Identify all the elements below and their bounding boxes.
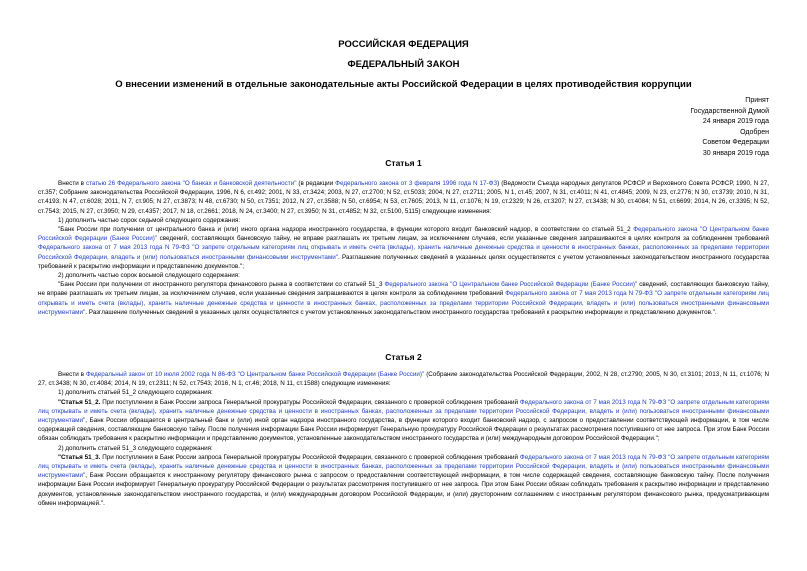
article-number: "Статья 51_3. <box>58 453 101 461</box>
law-link[interactable]: Федеральный закон от 10 июля 2002 года N 86-ФЗ "О Центральном банке Российской Федерации (Банке России)" <box>85 371 425 378</box>
paragraph: 1) дополнить статьей 51_2 следующего содержания: <box>58 389 213 397</box>
adoption-info <box>690 96 769 159</box>
adoption-line: Государственной Думой <box>690 107 769 115</box>
paragraph: 2) дополнить статьей 51_3 следующего содержания: <box>58 444 213 452</box>
article-1-body <box>38 179 769 317</box>
article-number: "Статья 51_2. <box>58 398 101 406</box>
law-link[interactable]: Федерального закона от 3 февраля 1996 года N 17-ФЗ <box>335 180 498 187</box>
text: (Собрание законодательства Российской Федерации, 2002, N 28, ст.2790; 2005, N 30, ст.3101; 2013, N 11, ст.1076; N 27, ст.3438; N 30, ст.4084; 2014, N 19, ст.2311; N 52, ст.7543; 2016, N 1, ст.46; 2018, N 11, ст.1588) следующие изменения: <box>38 371 769 388</box>
paragraph <box>38 225 769 271</box>
text: (в редакции <box>296 180 336 187</box>
text: "Банк России при получении от иностранного регулятора финансового рынка в соответствии со статьей 51_3 <box>58 281 385 289</box>
document-title-country: РОССИЙСКАЯ ФЕДЕРАЦИЯ <box>338 39 469 50</box>
document-title-type: ФЕДЕРАЛЬНЫЙ ЗАКОН <box>347 59 460 70</box>
law-link[interactable]: Федерального закона от 7 мая 2013 года N 79-ФЗ "О запрете отдельным категориям лиц открывать и иметь счета (вклады), хранить наличные денежные средства и ценности в иностранных банках, расположенных за пределами территории Российской Федерации, владеть и (или) пользоваться иностранными финансовыми инструментами" <box>38 398 769 425</box>
law-link[interactable]: Федерального закона от 7 мая 2013 года N 79-ФЗ "О запрете отдельным категориям лиц открывать и иметь счета (вклады), хранить наличные денежные средства и ценности в иностранных банках, расположенных за пределами территории Российской Федерации, владеть и (или) пользоваться иностранными финансовыми инструментами" <box>38 244 769 261</box>
text: . Разглашение полученных сведений в указанных целях осуществляется с учетом установленных законодательством иностранного государства требований к раскрытию информации и представлению документов."; <box>38 253 769 270</box>
text: , Банк России обращается к иностранному регулятору финансового рынка с запросом о предоставлении соответствующей информации, в том числе содержащей сведения, составляющие банковскую тайну. После получения информации Банк России информирует Генеральную прокуратуру Российской Федерации о результатах рассмотрения поступившего от нее запроса. При этом Банк России обязан соблюдать требования к раскрытию информации и представлению документов, установленные законодательством иностранного государства, и (или) международным договором Российской Федерации, и (или) двусторонним соглашением с иностранным регулятором финансового рынка, предусматривающим обмен информацией.". <box>38 472 769 507</box>
text: сведений, составляющих банковскую тайну, не вправе разглашать их третьим лицам, за исключением случаев, если указанные сведения запрашиваются в целях контроля за соблюдением требований <box>38 281 769 298</box>
paragraph <box>38 179 769 216</box>
law-link[interactable]: Федерального закона "О Центральном банке Российской Федерации (Банке России)" <box>38 226 769 243</box>
article-2-body <box>38 370 769 508</box>
text: "Банк России при получении от центрального банка и (или) иного органа надзора иностранного государства, в функции которого входит банковский надзор, в соответствии со статьей 51_2 <box>58 226 634 234</box>
paragraph: 2) дополнить частью сорок восьмой следующего содержания: <box>58 272 240 280</box>
text: ) (Ведомости Съезда народных депутатов РСФСР и Верховного Совета РСФСР, 1990, N 27, ст.357; Собрание законодательства Российской Федерации, 1996, N 6, ст.492; 2001, N 33, ст.3424; 2003, N 27, ст.2700; N 52, ст.5033; 2004, N 27, ст.2711; 2005, N 1, ст.45; 2007, N 31, ст.4011; N 41, ст.4845; 2009, N 23, ст.2776; N 30, ст.3739; 2010, N 31, ст.4193; N 47, ст.6028; 2011, N 7, ст.905; N 27, ст.3873; N 48, ст.6730; N 50, ст.7351; 2012, N 27, ст.3588; N 50, ст.6954; N 53, ст.7605; 2013, N 11, ст.1076; N 19, ст.2329; N 26, ст.3207; N 27, ст.3438; N 30, ст.4084; N 51, ст.6699; 2014, N 26, ст.3395; N 52, ст.7543; 2015, N 27, ст.3950; N 29, ст.4357; 2017, N 18, ст.2661; 2018, N 24, ст.3400; N 27, ст.3950; N 31, ст.4852; N 32, ст.5100, 5115) следующие изменения: <box>38 180 769 215</box>
adoption-line: Принят <box>745 97 769 104</box>
text: . Разглашение полученных сведений в указанных целях осуществляется с учетом установленных законодательством иностранного государства требований к раскрытию информации и представлению документов.". <box>85 308 717 316</box>
article-1-heading: Статья 1 <box>385 158 422 168</box>
document-title-subject: О внесении изменений в отдельные законодательные акты Российской Федерации в целях противодействия коррупции <box>115 79 692 90</box>
law-link[interactable]: Федерального закона от 7 мая 2013 года N 79-ФЗ "О запрете отдельным категориям лиц открывать и иметь счета (вклады), хранить наличные денежные средства и ценности в иностранных банках, расположенных за пределами территории Российской Федерации, владеть и (или) пользоваться иностранными финансовыми инструментами" <box>38 453 769 480</box>
paragraph <box>38 398 769 444</box>
adoption-line: 30 января 2019 года <box>702 149 769 157</box>
paragraph <box>38 280 769 317</box>
text: Внести в <box>58 371 86 378</box>
adoption-line: Одобрен <box>740 128 769 136</box>
text: , Банк России обращается в центральный банк и (или) иной орган надзора иностранного государства, в функции которого входит банковский надзор, с запросом о предоставлении соответствующей информации, в том числе содержащей сведения, составляющие банковскую тайну. После получения информации Банк России информирует Генеральную прокуратуру Российской Федерации о результатах рассмотрения поступившего от нее запроса. При этом Банк России обязан соблюдать требования к раскрытию информации и представлению документов, установленные законодательством иностранного государства и (или) международным договором Российской Федерации."; <box>38 417 769 443</box>
text: При поступлении в Банк России запроса Генеральной прокуратуры Российской Федерации, связанного с проверкой соблюдения требований <box>100 398 520 406</box>
paragraph: 1) дополнить частью сорок седьмой следующего содержания: <box>58 216 241 224</box>
paragraph <box>38 370 769 388</box>
law-link[interactable]: Федерального закона "О Центральном банке Российской Федерации (Банке России)" <box>384 281 638 289</box>
adoption-line: Советом Федерации <box>702 139 769 146</box>
text: Внести в <box>58 180 86 187</box>
paragraph <box>38 453 769 508</box>
text: При поступлении в Банк России запроса Генеральной прокуратуры Российской Федерации, связанного с проверкой соблюдения требований <box>100 453 520 461</box>
text: сведений, составляющих банковскую тайну, не вправе разглашать их третьим лицам, за исключением случаев, если указанные сведения запрашиваются в целях контроля за соблюдением требований <box>157 235 769 243</box>
law-link[interactable]: Федерального закона от 7 мая 2013 года N 79-ФЗ "О запрете отдельным категориям лиц открывать и иметь счета (вклады), хранить наличные денежные средства и ценности в иностранных банках, расположенных за пределами территории Российской Федерации, владеть и (или) пользоваться иностранными финансовыми инструментами" <box>38 290 769 316</box>
adoption-line: 24 января 2019 года <box>702 118 769 125</box>
article-2-heading: Статья 2 <box>385 352 422 362</box>
law-link[interactable]: статью 26 Федерального закона "О банках и банковской деятельности" <box>85 180 297 187</box>
